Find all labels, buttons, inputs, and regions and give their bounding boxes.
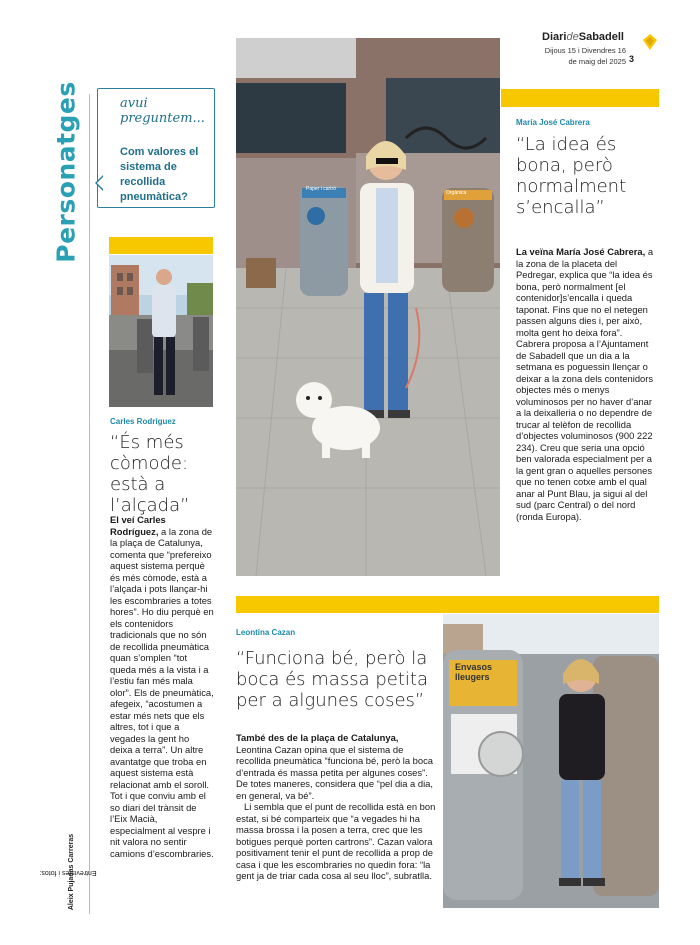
lead-carles: El veí Carles Rodríguez, [110, 514, 166, 537]
credits-line-2: Aleix Pujadas Carreras [68, 833, 75, 911]
packaging-bin-line-1: Envasos [455, 662, 493, 672]
packaging-bin-line-2: lleugers [455, 672, 490, 682]
section-label-text: Personatges [51, 81, 81, 263]
body-carles [110, 514, 214, 859]
quote-carles: “És més còmode: està a l’alçada” [110, 432, 190, 516]
photo-maria-jose [236, 38, 500, 576]
photo-leontina [443, 614, 659, 908]
person-name-leontina: Leontina Cazan [236, 628, 296, 637]
masthead [542, 31, 624, 43]
person-name-maria-jose: María José Cabrera [516, 118, 590, 127]
person-name-carles: Carles Rodríguez [110, 417, 176, 426]
page-number: 3 [629, 54, 635, 64]
dateline [516, 45, 626, 67]
lead-maria-jose: La veïna María José Cabrera, [516, 246, 646, 257]
paper-bin-sign: Paper i cartró [306, 186, 337, 192]
credits [39, 832, 97, 912]
packaging-bin-sign [455, 662, 492, 682]
question-box-tail-inner [97, 177, 103, 189]
city-crest-icon [643, 34, 657, 50]
text-leontina-1: Leontina Cazan opina que el sistema de recollida pneumàtica “funciona bé, però la boca d’entrada és massa petita per algunes coses”. De totes maneres, considera que “pel dia a dia, en general, va bé”. [236, 743, 433, 801]
body-leontina [236, 732, 436, 882]
question-text: Com valores el sistema de recollida pneumàtica? [120, 146, 199, 203]
quote-maria-jose: “La idea és bona, però normalment s’encalla” [516, 134, 627, 218]
quote-leontina: “Funciona bé, però la boca és massa petita per a algunes coses” [236, 648, 428, 711]
brand-city: Sabadell [578, 31, 624, 43]
section-label [51, 81, 81, 263]
organic-bin-sign: Orgànica [446, 190, 467, 196]
text-carles: a la zona de la plaça de Catalunya, comenta que “prefereixo aquest sistema perquè és més còmode, està a l’alçada i pots llançar-hi les escombraries a totes hores”. Ho diu perquè en els contenidors tradicionals que no són de recollida pneumàtica quan s’omplen “tot queda més a la vista i a l’estiu fan més mala olor”. Els de pneumàtica, afegeix, “acostumen a estar més nets que els altres, tot i que a vegades la gent ho deixa a terra”. Un altre avantatge que troba en aquest sistema està relacionat amb el soroll. Tot i que conviu amb el so diari del trànsit de l’Eix Macià, especialment al vespre i nit valora no sentir camions d’escombraries. [110, 525, 214, 859]
yellow-bar-carles [109, 237, 213, 254]
yellow-bar-maria-jose [501, 89, 659, 107]
column-divider [89, 94, 90, 914]
lead-leontina: També des de la plaça de Catalunya, [236, 732, 399, 743]
brand-de: de [566, 31, 579, 43]
body-maria-jose [516, 246, 658, 522]
credits-line-1: Entrevistes i fotos: [39, 869, 97, 877]
date-line-1: Dijous 15 i Divendres 16 [544, 46, 626, 55]
date-line-2: de maig del 2025 [568, 57, 626, 66]
text-maria-jose: a la zona de la placeta del Pedregar, explica que “la idea és bona, però normalment [el contenidor]s’encalla i queda taponat. Fins que no el netegen passen alguns dies i, per això, molta gent ho deixa fora”. Cabrera proposa a l’Ajuntament de Sabadell que un dia a la setmana es poguessin llençar o deixar a la zona dels contenidors objectes més o menys voluminosos per no haver d’anar a la deixalleria o no dependre de trucar al telèfon de recollida d’objectes voluminosos (900 222 234). Creu que seria una opció ben valorada especialment per a la gent gran o aquelles persones que no tenen cotxe amb el qual anar al Punt Blau, ja sigui al del sud (parc Central) o del nord (ronda Europa). [516, 246, 654, 522]
yellow-bar-leontina [236, 596, 659, 613]
photo-carles [109, 255, 213, 407]
question-lead-line-2: preguntem... [120, 111, 205, 126]
question-lead [120, 96, 205, 126]
text-leontina-2: Li sembla que el punt de recollida està en bon estat, si bé comparteix que “a vegades hi ha massa brossa i la posen a terra, crec que les botigues perquè porten cartrons”. Cazan valora positivament tenir el punt de recollida a prop de casa i que les escombraries no quedin fora: “la gent ja de triar cada cosa al seu lloc”, subratlla. [236, 801, 436, 881]
brand-main: Diari [542, 31, 567, 43]
question-lead-line-1: avui [120, 96, 148, 111]
